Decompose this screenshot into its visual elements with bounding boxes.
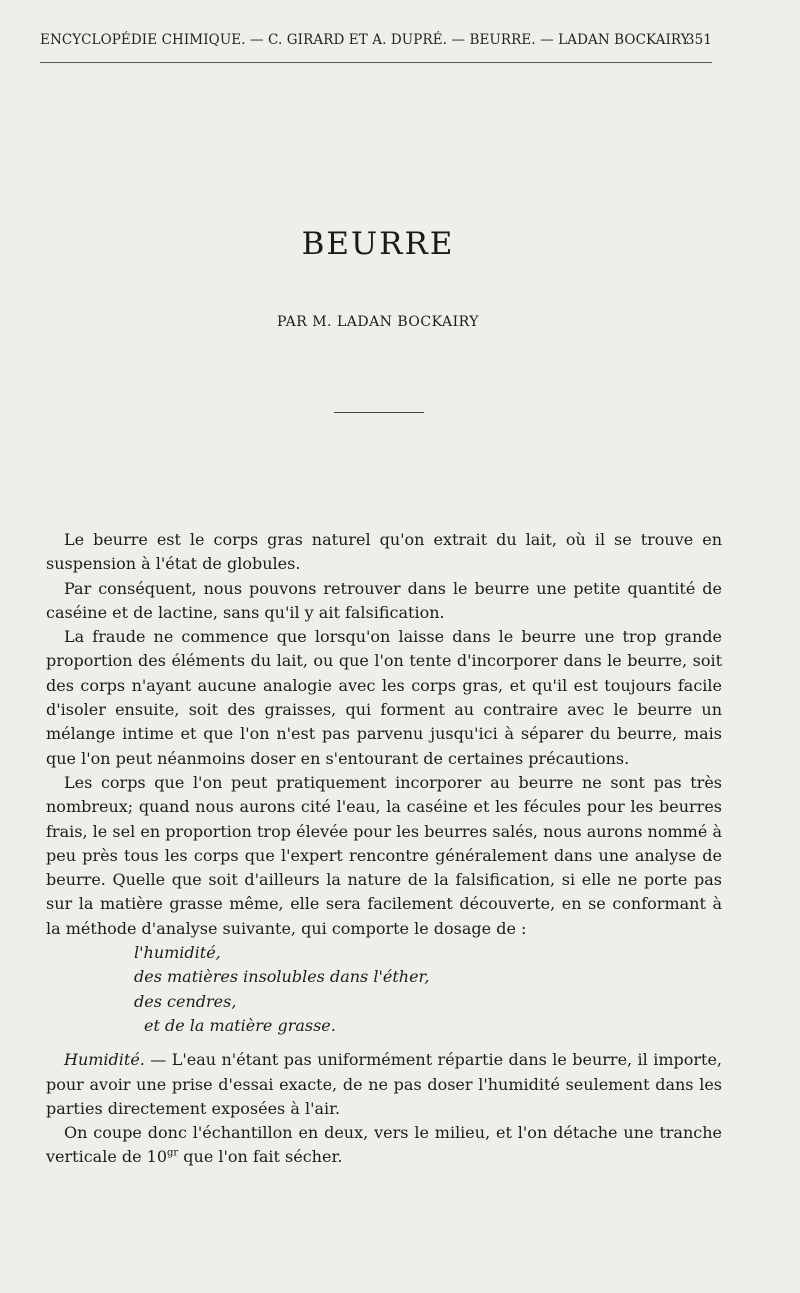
paragraph-sampling: [46, 1121, 722, 1170]
list-item: et de la matière grasse.: [144, 1015, 336, 1035]
running-header: [40, 32, 712, 48]
dosage-list: [46, 941, 722, 1038]
list-item: des matières insolubles dans l'éther,: [134, 967, 430, 987]
list-item: l'humidité,: [134, 943, 221, 963]
title-separator-rule: [334, 412, 424, 413]
sampling-text-after: que l'on fait sécher.: [178, 1147, 343, 1167]
header-rule: [40, 62, 712, 63]
paragraph-humidite: [46, 1048, 722, 1121]
paragraph-consequence: Par conséquent, nous pouvons retrouver dans le beurre une petite quantité de caséine et de lactine, sans qu'il y ait falsification.: [46, 578, 722, 622]
section-heading-humidite: Humidité.: [64, 1050, 145, 1070]
list-item: des cendres,: [134, 991, 237, 1011]
running-title: ENCYCLOPÉDIE CHIMIQUE. — C. GIRARD ET A. DUPRÉ. — BEURRE. — LADAN BOCKAIRY: [40, 32, 690, 48]
unit-superscript: gr: [167, 1148, 179, 1160]
paragraph-fraud: La fraude ne commence que lorsqu'on laisse dans le beurre une trop grande proportion des éléments du lait, ou que l'on tente d'incorporer dans le beurre, soit des corps n'ayant aucune analogie avec les corps gras, et qu'il est toujours facile d'isoler ensuite, soit des graisses, qui forment au contraire avec le beurre un mélange intime et que l'on n'est pas parvenu jusqu'ici à séparer du beurre, mais que l'on peut néanmoins doser en s'entourant de certaines précautions.: [46, 627, 722, 768]
humidite-text: — L'eau n'étant pas uniformément répartie dans le beurre, il importe, pour avoir une prise d'essai exacte, de ne pas doser l'humidité seulement dans les parties directement exposées à l'air.: [46, 1050, 722, 1118]
article-title: BEURRE: [301, 226, 455, 262]
paragraph-definition: Le beurre est le corps gras naturel qu'on extrait du lait, où il se trouve en suspension à l'état de globules.: [46, 530, 722, 574]
article-byline: PAR M. LADAN BOCKAIRY: [276, 314, 480, 330]
paragraph-adulterants: Les corps que l'on peut pratiquement incorporer au beurre ne sont pas très nombreux; quand nous aurons cité l'eau, la caséine et les fécules pour les beurres frais, le sel en proportion trop élevée pour les beurres salés, nous aurons nommé à peu près tous les corps que l'expert rencontre généralement dans une analyse de beurre. Quelle que soit d'ailleurs la nature de la falsification, si elle ne porte pas sur la matière grasse même, elle sera facilement découverte, en se conformant à la méthode d'analyse suivante, qui comporte le dosage de :: [46, 772, 722, 938]
article-body: [46, 528, 722, 1170]
page-number: 351: [685, 32, 712, 48]
sampling-text-before: On coupe donc l'échantillon en deux, vers le milieu, et l'on détache une tranche verticale de 10: [46, 1123, 722, 1167]
